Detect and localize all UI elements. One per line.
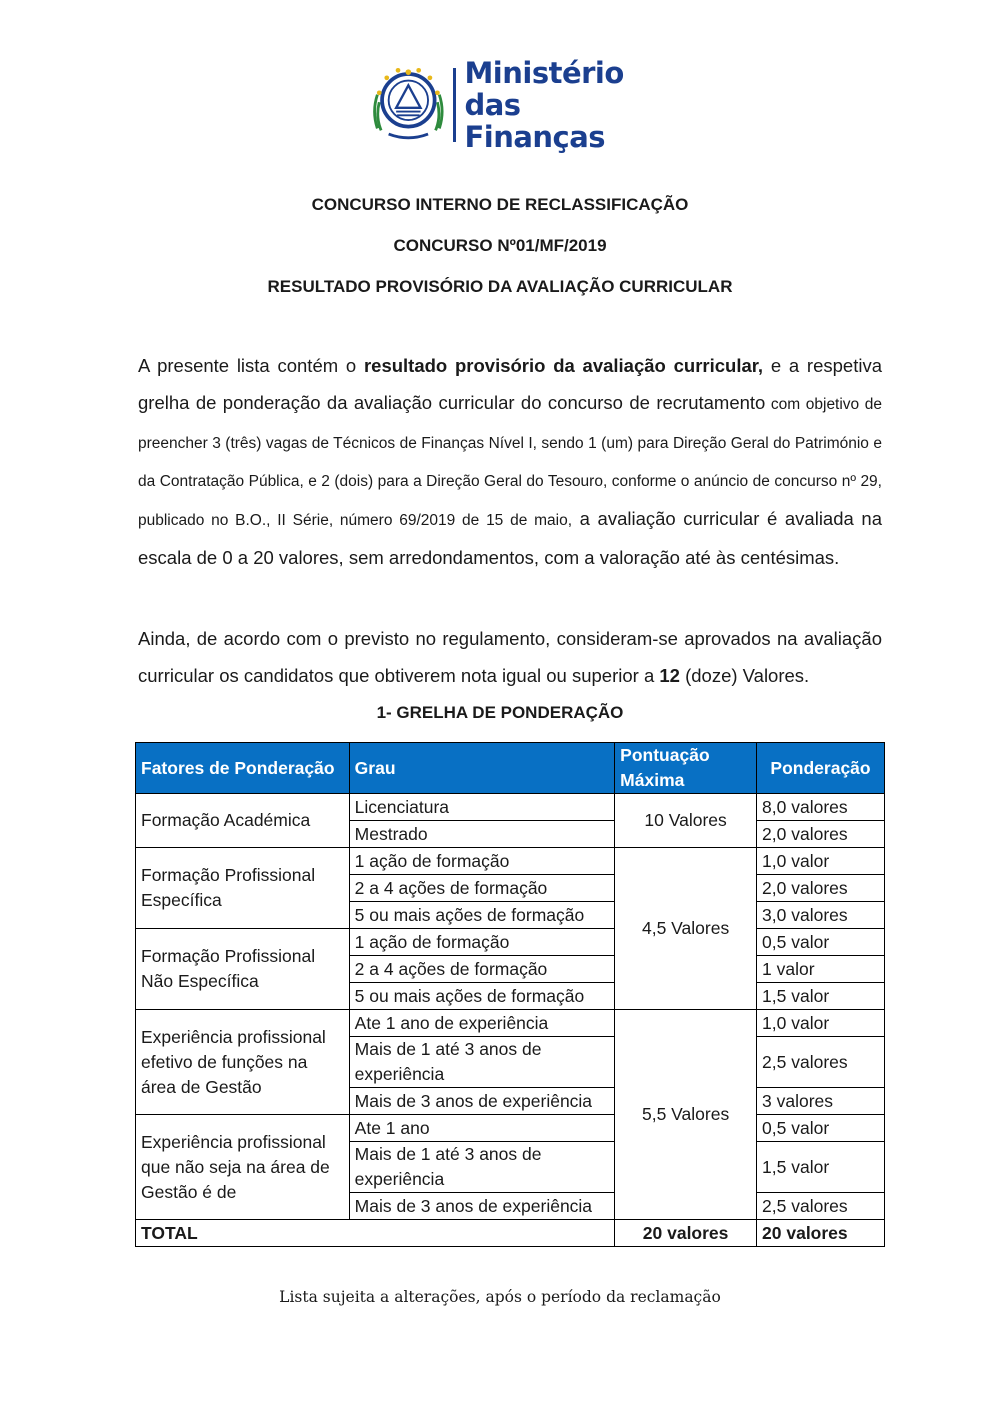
approval-paragraph — [138, 621, 882, 695]
logo-text — [464, 57, 658, 153]
weight-cell: 1,5 valor — [757, 1142, 885, 1193]
table-row — [136, 1010, 885, 1037]
table-row — [136, 929, 885, 956]
weight-cell: 8,0 valores — [757, 794, 885, 821]
total-row — [136, 1220, 885, 1247]
logo-line-1: Ministério — [464, 56, 624, 90]
title-line-2: CONCURSO Nº01/MF/2019 — [393, 236, 607, 255]
weight-cell: 2,5 valores — [757, 1193, 885, 1220]
grau-cell: 2 a 4 ações de formação — [349, 875, 615, 902]
approval-threshold: 12 — [659, 664, 680, 686]
header-weight: Ponderação — [757, 743, 885, 794]
section-title: 1- GRELHA DE PONDERAÇÃO — [376, 703, 624, 722]
grau-cell: Mestrado — [349, 821, 615, 848]
weight-cell: 1,0 valor — [757, 1010, 885, 1037]
weighting-table — [135, 742, 885, 1247]
grau-cell: 1 ação de formação — [349, 848, 615, 875]
intro-text-a: A presente lista contém o — [138, 355, 364, 376]
grau-cell: 2 a 4 ações de formação — [349, 956, 615, 983]
factor-cell: Experiência profissional que não seja na área de Gestão é de — [136, 1115, 350, 1220]
weight-cell: 1,0 valor — [757, 848, 885, 875]
weight-cell: 2,5 valores — [757, 1037, 885, 1088]
grau-cell: Mais de 3 anos de experiência — [349, 1193, 615, 1220]
grau-cell: Mais de 3 anos de experiência — [349, 1088, 615, 1115]
weight-cell: 2,0 valores — [757, 821, 885, 848]
factor-cell: Formação Profissional Não Específica — [136, 929, 350, 1010]
approval-text-a: Ainda, de acordo com o previsto no regulamento, consideram-se aprovados na avaliação curricular os candidatos que obtiverem nota igual ou superior a — [138, 628, 882, 686]
grau-cell: Ate 1 ano de experiência — [349, 1010, 615, 1037]
header-grau: Grau — [349, 743, 615, 794]
total-label: TOTAL — [136, 1220, 615, 1247]
weight-cell: 1,5 valor — [757, 983, 885, 1010]
grau-cell: 5 ou mais ações de formação — [349, 983, 615, 1010]
header-max-score: Pontuação Máxima — [615, 743, 757, 794]
table-row — [136, 1115, 885, 1142]
logo-divider — [453, 68, 457, 142]
weight-cell: 0,5 valor — [757, 1115, 885, 1142]
intro-text-d: com objetivo de preencher 3 (três) vagas de Técnicos de Finanças Nível I, sendo 1 (um) para Direção Geral do Património e da Contratação Pública, e 2 (dois) para a Direção Geral do Tesouro, conforme o anúncio de concurso nº 29, publicado no B.O., II Série, número 69/2019 de 15 de maio, — [138, 395, 882, 530]
footer-note: Lista sujeita a alterações, após o período da reclamação — [279, 1288, 721, 1306]
weight-cell: 3 valores — [757, 1088, 885, 1115]
grau-cell: 5 ou mais ações de formação — [349, 902, 615, 929]
weight-cell: 1 valor — [757, 956, 885, 983]
grau-cell: Mais de 1 até 3 anos de experiência — [349, 1037, 615, 1088]
intro-text-bold: resultado provisório da avaliação curricular, — [363, 355, 764, 376]
header-factors: Fatores de Ponderação — [136, 743, 350, 794]
weight-cell: 0,5 valor — [757, 929, 885, 956]
document-titles — [0, 192, 1000, 315]
cabo-verde-seal-icon — [368, 62, 449, 148]
ministry-logo — [368, 56, 658, 154]
title-line-1: CONCURSO INTERNO DE RECLASSIFICAÇÃO — [311, 195, 689, 214]
approval-text-c: (doze) Valores. — [679, 664, 810, 686]
table-header-row — [136, 743, 885, 794]
intro-paragraph — [138, 348, 882, 577]
total-max-score: 20 valores — [615, 1220, 757, 1247]
max-score-cell: 4,5 Valores — [615, 848, 757, 1010]
total-weight: 20 valores — [757, 1220, 885, 1247]
title-line-3: RESULTADO PROVISÓRIO DA AVALIAÇÃO CURRICULAR — [267, 277, 733, 296]
factor-cell: Experiência profissional efetivo de funções na área de Gestão — [136, 1010, 350, 1115]
max-score-cell: 5,5 Valores — [615, 1010, 757, 1220]
factor-cell: Formação Profissional Específica — [136, 848, 350, 929]
grau-cell: Mais de 1 até 3 anos de experiência — [349, 1142, 615, 1193]
grau-cell: Licenciatura — [349, 794, 615, 821]
logo-line-2: das Finanças — [464, 88, 606, 154]
intro-text-e: a avaliação curricular é avaliada na escala de 0 a 20 valores, sem arredondamentos, com a valoração até às centésimas. — [138, 508, 882, 568]
table-row — [136, 794, 885, 821]
max-score-cell: 10 Valores — [615, 794, 757, 848]
grau-cell: 1 ação de formação — [349, 929, 615, 956]
intro-text-c: e a respetiva grelha de ponderação da avaliação curricular do concurso de recrutamento — [138, 355, 882, 413]
factor-cell: Formação Académica — [136, 794, 350, 848]
weight-cell: 2,0 valores — [757, 875, 885, 902]
weight-cell: 3,0 valores — [757, 902, 885, 929]
table-row — [136, 848, 885, 875]
grau-cell: Ate 1 ano — [349, 1115, 615, 1142]
